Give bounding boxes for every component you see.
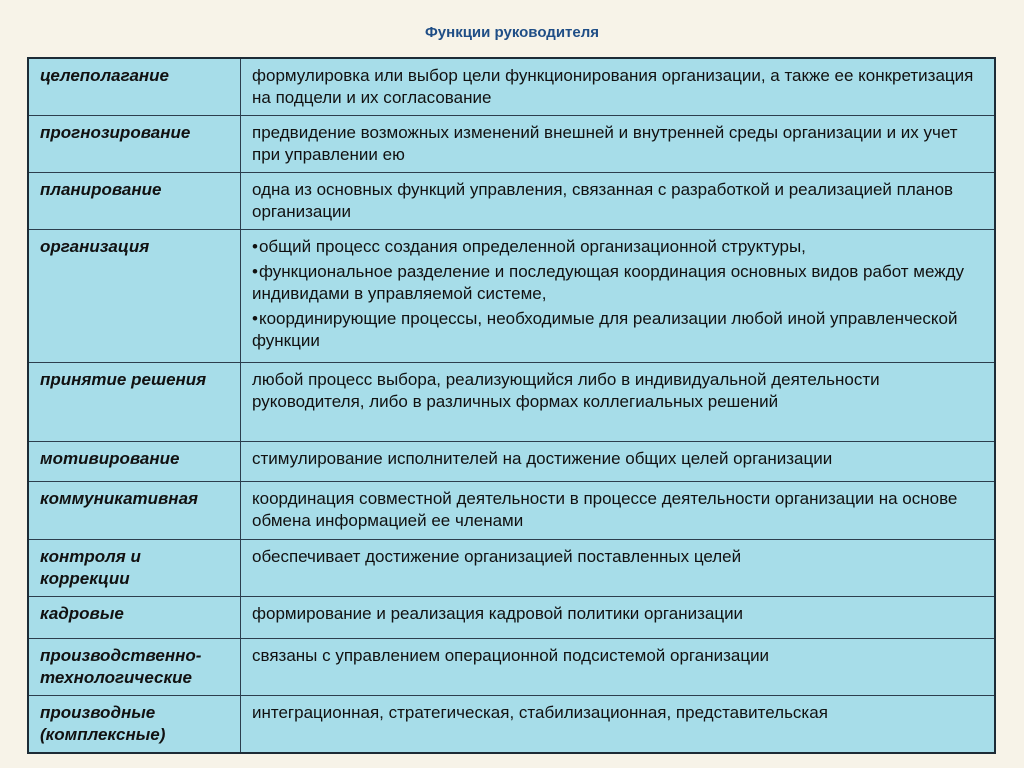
list-item: •координирующие процессы, необходимые для реализации любой иной управленческой функции [252,309,958,350]
function-name: прогнозирование [28,116,241,173]
bullet-list [252,236,984,352]
page-title: Функции руководителя [424,24,600,41]
function-description: обеспечивает достижение организацией поставленных целей [241,540,996,597]
function-name: организация [28,230,241,363]
table-row [28,639,995,696]
function-description: связаны с управлением операционной подсистемой организации [241,639,996,696]
function-description: координация совместной деятельности в процессе деятельности организации на основе обмена информацией ее членами [241,482,996,540]
table-row [28,173,995,230]
function-name: мотивирование [28,442,241,482]
list-item-text: общий процесс создания определенной организационной структуры, [258,237,806,256]
table-row [28,116,995,173]
table-row [28,696,995,754]
function-description [241,230,996,363]
table-row [28,230,995,363]
function-description: формулировка или выбор цели функционирования организации, а также ее конкретизация на подцели и их согласование [241,58,996,116]
function-description: предвидение возможных изменений внешней и внутренней среды организации и их учет при управлении ею [241,116,996,173]
list-item: •функциональное разделение и последующая координация основных видов работ между индивидами в управляемой системе, [252,262,965,303]
table-row [28,482,995,540]
function-description: стимулирование исполнителей на достижение общих целей организации [241,442,996,482]
function-name: принятие решения [28,363,241,442]
function-name: коммуникативная [28,482,241,540]
list-item-text: функциональное разделение и последующая координация основных видов работ между индивидами в управляемой системе, [252,262,965,303]
list-item-text: координирующие процессы, необходимые для реализации любой иной управленческой функции [252,309,958,350]
table-row [28,363,995,442]
functions-table [27,57,996,754]
table-row [28,442,995,482]
function-description: одна из основных функций управления, связанная с разработкой и реализацией планов организации [241,173,996,230]
function-description: любой процесс выбора, реализующийся либо в индивидуальной деятельности руководителя, либо в различных формах коллегиальных решений [241,363,996,442]
function-name: кадровые [28,597,241,639]
list-item: •общий процесс создания определенной организационной структуры, [252,237,806,256]
function-description: интеграционная, стратегическая, стабилизационная, представительская [241,696,996,754]
function-name: производные (комплексные) [28,696,241,754]
function-name: производственно-технологические [28,639,241,696]
function-name: планирование [28,173,241,230]
table-row [28,540,995,597]
function-description: формирование и реализация кадровой политики организации [241,597,996,639]
function-name: контроля и коррекции [28,540,241,597]
function-name: целеполагание [28,58,241,116]
table-row [28,597,995,639]
table-row [28,58,995,116]
